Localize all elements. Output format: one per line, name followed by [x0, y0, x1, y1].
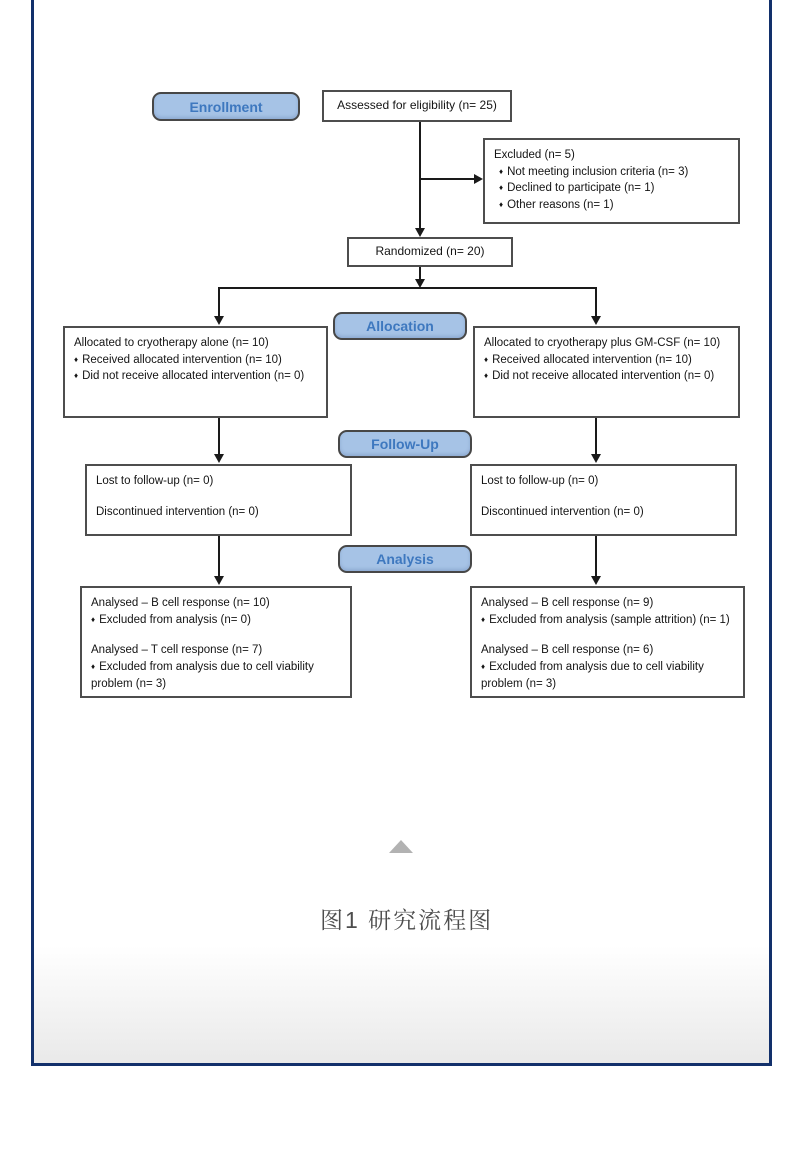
connector-alloc-followup-right: [595, 418, 597, 455]
analysis-left-group2-title: Analysed – T cell response (n= 7): [91, 644, 263, 657]
arrowhead-down-alloc-left-icon: [214, 316, 224, 325]
excluded-bullet-1-text: Not meeting inclusion criteria (n= 3): [507, 165, 689, 178]
allocation-left-bullet-2-text: Did not receive allocated intervention (n= 0): [82, 370, 305, 383]
stage-label-analysis-text: Analysis: [376, 551, 434, 567]
connector-branch-excluded: [419, 178, 475, 180]
analysis-right-group1-title: Analysed – B cell response (n= 9): [481, 597, 654, 609]
excluded-title: Excluded (n= 5): [494, 149, 575, 161]
diamond-bullet-icon: ♦: [481, 614, 486, 624]
connector-split-horizontal: [219, 287, 597, 289]
connector-assessed-randomized: [419, 122, 421, 229]
analysis-right-group1-bullet-text: Excluded from analysis (sample attrition) (n= 1): [489, 613, 730, 626]
collapse-triangle-icon[interactable]: [389, 840, 413, 853]
followup-left-line-1: Lost to follow-up (n= 0): [96, 475, 214, 487]
allocation-left-box: [63, 326, 328, 418]
analysis-right-box: [470, 586, 745, 698]
allocation-right-bullet-2-text: Did not receive allocated intervention (n= 0): [492, 370, 715, 383]
allocation-left-bullet-2: [74, 368, 317, 385]
diamond-bullet-icon: ♦: [91, 662, 96, 672]
connector-followup-analysis-right: [595, 536, 597, 577]
followup-right-line-2: Discontinued intervention (n= 0): [481, 505, 644, 518]
followup-left-line-2: Discontinued intervention (n= 0): [96, 505, 259, 518]
diamond-bullet-icon: ♦: [499, 183, 504, 193]
connector-split-left: [218, 287, 220, 317]
followup-left-box: [85, 464, 352, 536]
analysis-left-box: [80, 586, 352, 698]
analysis-left-group1-title: Analysed – B cell response (n= 10): [91, 597, 270, 609]
diamond-bullet-icon: ♦: [91, 614, 96, 624]
excluded-bullet-3-text: Other reasons (n= 1): [507, 199, 614, 212]
excluded-box: [483, 138, 740, 224]
arrowhead-down-analysis-right-icon: [591, 576, 601, 585]
analysis-left-group1-bullet: [91, 612, 341, 629]
arrowhead-right-excluded-icon: [474, 174, 483, 184]
diamond-bullet-icon: ♦: [481, 662, 486, 672]
excluded-bullet-1: [494, 164, 729, 181]
allocation-right-bullet-1-text: Received allocated intervention (n= 10): [492, 353, 692, 366]
connector-split-right: [595, 287, 597, 317]
arrowhead-down-followup-left-icon: [214, 454, 224, 463]
randomized-text: Randomized (n= 20): [375, 244, 485, 259]
stage-label-allocation-text: Allocation: [366, 318, 434, 334]
diamond-bullet-icon: ♦: [484, 354, 489, 364]
assessed-text: Assessed for eligibility (n= 25): [337, 98, 497, 113]
diamond-bullet-icon: ♦: [499, 200, 504, 210]
followup-right-box: [470, 464, 737, 536]
allocation-right-bullet-2: [484, 368, 729, 385]
allocation-left-bullet-1-text: Received allocated intervention (n= 10): [82, 353, 282, 366]
analysis-right-group1-bullet: [481, 612, 734, 629]
connector-followup-analysis-left: [218, 536, 220, 577]
analysis-right-group2-bullet-text: Excluded from analysis due to cell viability problem (n= 3): [481, 661, 704, 690]
stage-label-followup-text: Follow-Up: [371, 436, 439, 452]
excluded-bullet-2: [494, 180, 729, 197]
diamond-bullet-icon: ♦: [74, 354, 79, 364]
stage-label-allocation: [333, 312, 467, 340]
allocation-left-bullet-1: [74, 352, 317, 369]
stage-label-enrollment: [152, 92, 300, 121]
analysis-left-group2-bullet-text: Excluded from analysis due to cell viability problem (n= 3): [91, 661, 314, 690]
allocation-left-title: Allocated to cryotherapy alone (n= 10): [74, 337, 269, 349]
stage-label-followup: [338, 430, 472, 458]
arrowhead-down-randomized-icon: [415, 228, 425, 237]
diamond-bullet-icon: ♦: [74, 371, 79, 381]
allocation-right-bullet-1: [484, 352, 729, 369]
excluded-bullet-2-text: Declined to participate (n= 1): [507, 182, 655, 195]
diamond-bullet-icon: ♦: [484, 371, 489, 381]
stage-label-analysis: [338, 545, 472, 573]
allocation-right-title: Allocated to cryotherapy plus GM-CSF (n= 10): [484, 337, 721, 349]
allocation-right-box: [473, 326, 740, 418]
arrowhead-down-alloc-right-icon: [591, 316, 601, 325]
excluded-bullet-3: [494, 197, 729, 214]
connector-alloc-followup-left: [218, 418, 220, 455]
arrowhead-down-analysis-left-icon: [214, 576, 224, 585]
stage-label-enrollment-text: Enrollment: [189, 98, 263, 115]
followup-right-line-1: Lost to follow-up (n= 0): [481, 475, 599, 487]
diamond-bullet-icon: ♦: [499, 166, 504, 176]
randomized-box: [347, 237, 513, 267]
analysis-left-group1-bullet-text: Excluded from analysis (n= 0): [99, 613, 251, 626]
analysis-left-group2-bullet: [91, 659, 341, 692]
assessed-for-eligibility-box: [322, 90, 512, 122]
arrowhead-down-followup-right-icon: [591, 454, 601, 463]
analysis-right-group2-title: Analysed – B cell response (n= 6): [481, 644, 654, 657]
analysis-right-group2-bullet: [481, 659, 734, 692]
figure-caption: 图1 研究流程图: [320, 907, 494, 933]
